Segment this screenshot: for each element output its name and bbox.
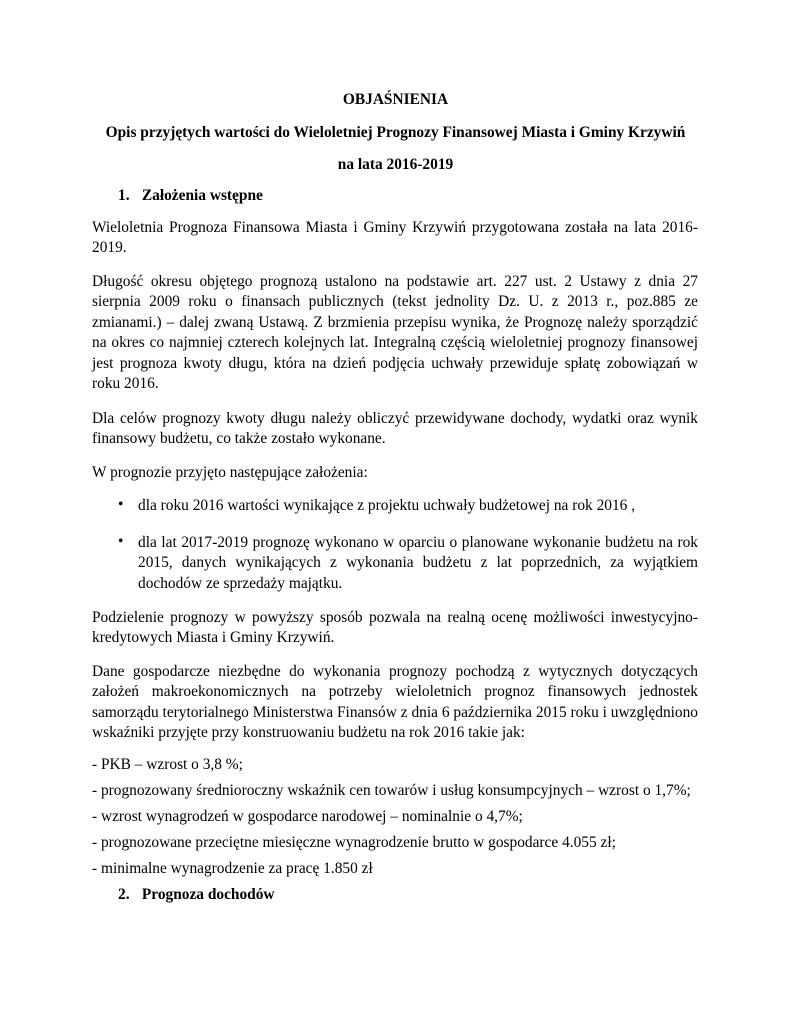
bullet-text-2016: dla roku 2016 wartości wynikające z projektu uchwały budżetowej na rok 2016 , [138,497,636,514]
paragraph-debt-forecast: Dla celów prognozy kwoty długu należy obliczyć przewidywane dochody, wydatki oraz wynik finansowy budżetu, co także zostało wykonane. [92,410,698,448]
bullet-text-2017-2019: dla lat 2017-2019 prognozę wykonano w oparciu o planowane wykonanie budżetu na rok 2015, danych wynikających z wykonania budżetu z lat poprzednich, za wyjątkiem dochodów ze sprzedaży majątku. [138,534,698,592]
paragraph-division-note: Podzielenie prognozy w powyższy sposób pozwala na realną ocenę możliwości inwestycyjno-kredytowych Miasta i Gminy Krzywiń. [92,609,698,647]
bullet-icon: • [118,496,124,513]
paragraph-economic-data: Dane gospodarcze niezbędne do wykonania prognozy pochodzą z wytycznych dotyczących założeń makroekonomicznych na potrzeby wieloletnich prognoz finansowych jednostek samorządu terytorialnego Ministerstwa Finansów z dnia 6 października 2015 roku i uwzględniono wskaźniki przyjęte przy konstruowaniu budżetu na rok 2016 takie jak: [92,663,698,742]
section-2-title: Prognoza dochodów [141,886,275,903]
indicator-item: - prognozowane przeciętne miesięczne wynagrodzenie brutto w gospodarce 4.055 zł; [92,834,616,851]
indicator-item: - prognozowany średnioroczny wskaźnik cen towarów i usług konsumpcyjnych – wzrost o 1,7%; [92,782,691,799]
section-2-heading [118,886,275,904]
bullet-icon: • [118,533,124,550]
paragraph-legal-basis: Długość okresu objętego prognozą ustalono na podstawie art. 227 ust. 2 Ustawy z dnia 27 sierpnia 2009 roku o finansach publicznych (tekst jednolity Dz. U. z 2013 r., poz.885 ze zmianami.) – dalej zwaną Ustawą. Z brzmienia przepisu wynika, że Prognozę należy sporządzić na okres co najmniej czterech kolejnych lat. Integralną częścią wieloletniej prognozy finansowej jest prognoza kwoty długu, która na dzień podjęcia uchwały przewiduje spłatę zobowiązań w roku 2016. [92,273,698,393]
section-1-title: Założenia wstępne [141,187,263,204]
section-1-number: 1. [118,187,130,204]
bullet-item-2016 [118,496,698,518]
paragraph-assumptions-intro: W prognozie przyjęto następujące założenia: [92,464,368,481]
document-title: OBJAŚNIENIA [342,91,449,108]
paragraph-intro: Wieloletnia Prognoza Finansowa Miasta i Gminy Krzywiń przygotowana została na lata 2016-2019. [92,219,698,257]
section-2-number: 2. [118,886,130,903]
indicator-item: - minimalne wynagrodzenie za pracę 1.850 zł [92,860,373,877]
indicator-item: - wzrost wynagrodzeń w gospodarce narodowej – nominalnie o 4,7%; [92,808,523,825]
document-subtitle-line2: na lata 2016-2019 [337,156,454,173]
section-1-heading [118,187,263,205]
bullet-item-2017-2019 [118,533,698,597]
document-subtitle-line1: Opis przyjętych wartości do Wieloletniej Prognozy Finansowej Miasta i Gminy Krzywiń [105,124,686,141]
indicators-list [92,752,712,882]
indicator-item: - PKB – wzrost o 3,8 %; [92,756,243,773]
